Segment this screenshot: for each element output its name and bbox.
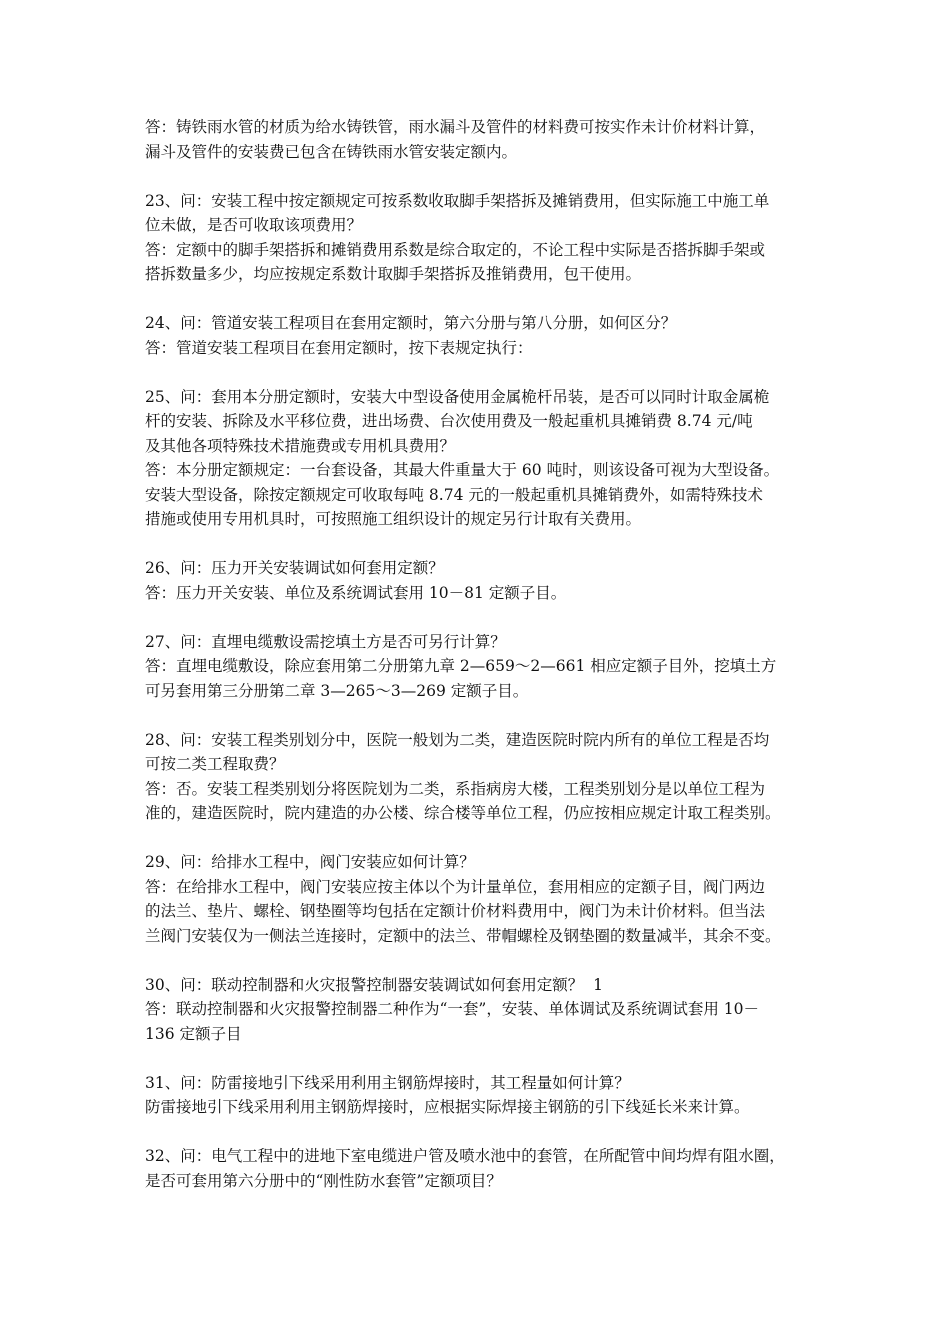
- qa-block: [145, 556, 813, 605]
- text-line: 兰阀门安装仅为一侧法兰连接时，定额中的法兰、带帽螺栓及钢垫圈的数量减半，其余不变。: [145, 926, 781, 945]
- text-line: 答：管道安装工程项目在套用定额时，按下表规定执行：: [145, 338, 533, 357]
- text-line: 答：在给排水工程中，阀门安装应按主体以个为计量单位，套用相应的定额子目，阀门两边: [145, 877, 766, 896]
- qa-block: [145, 1071, 813, 1120]
- text-line: 答：联动控制器和火灾报警控制器二种作为“一套”，安装、单体调试及系统调试套用 10－: [145, 1000, 760, 1018]
- text-line: 26、问：压力开关安装调试如何套用定额？: [145, 559, 444, 577]
- text-line: 答：本分册定额规定：一台套设备，其最大件重量大于 60 吨时，则该设备可视为大型设备。: [145, 461, 780, 479]
- text-line: 30、问：联动控制器和火灾报警控制器安装调试如何套用定额？ 1: [145, 975, 603, 994]
- text-line: 安装大型设备，除按定额规定可收取每吨 8.74 元的一般起重机具摊销费外，如需特殊技术: [145, 485, 763, 504]
- qa-block: [145, 973, 813, 1047]
- text-line: 答：否。安装工程类别划分将医院划为二类，系指病房大楼，工程类别划分是以单位工程为: [145, 779, 766, 798]
- text-line: 是否可套用第六分册中的“刚性防水套管”定额项目？: [145, 1171, 502, 1190]
- text-line: 32、问：电气工程中的进地下室电缆进户管及喷水池中的套管，在所配管中间均焊有阻水圈，: [145, 1147, 785, 1165]
- text-line: 31、问：防雷接地引下线采用利用主钢筋焊接时，其工程量如何计算？: [145, 1073, 630, 1092]
- text-line: 可按二类工程取费？: [145, 755, 285, 773]
- text-line: 的法兰、垫片、螺栓、钢垫圈等均包括在定额计价材料费用中，阀门为未计价材料。但当法: [145, 902, 766, 920]
- text-line: 23、问：安装工程中按定额规定可按系数收取脚手架搭拆及摊销费用，但实际施工中施工单: [145, 191, 770, 210]
- text-line: 搭拆数量多少，均应按规定系数计取脚手架搭拆及推销费用，包干使用。: [145, 265, 642, 283]
- text-line: 答：铸铁雨水管的材质为给水铸铁管，雨水漏斗及管件的材料费可按实作未计价材料计算，: [145, 118, 766, 136]
- text-line: 措施或使用专用机具时，可按照施工组织设计的规定另行计取有关费用。: [145, 510, 642, 528]
- text-line: 答：定额中的脚手架搭拆和摊销费用系数是综合取定的，不论工程中实际是否搭拆脚手架或: [145, 240, 766, 259]
- qa-block: [145, 311, 813, 360]
- text-line: 杆的安装、拆除及水平移位费，进出场费、台次使用费及一般起重机具摊销费 8.74 元/吨: [145, 412, 753, 430]
- text-line: 准的，建造医院时，院内建造的办公楼、综合楼等单位工程，仍应按相应规定计取工程类别。: [145, 804, 781, 822]
- text-line: 漏斗及管件的安装费已包含在铸铁雨水管安装定额内。: [145, 142, 518, 161]
- text-line: 防雷接地引下线采用利用主钢筋焊接时，应根据实际焊接主钢筋的引下线延长米来计算。: [145, 1098, 750, 1116]
- text-line: 24、问：管道安装工程项目在套用定额时，第六分册与第八分册，如何区分？: [145, 314, 677, 332]
- text-line: 答：压力开关安装、单位及系统调试套用 10－81 定额子目。: [145, 583, 567, 602]
- qa-block: [145, 630, 813, 704]
- text-line: 25、问：套用本分册定额时，安装大中型设备使用金属桅杆吊装，是否可以同时计取金属桅: [145, 387, 770, 406]
- text-line: 136 定额子目: [145, 1024, 242, 1043]
- qa-block: [145, 728, 813, 826]
- qa-block: [145, 115, 813, 164]
- qa-block: [145, 385, 813, 532]
- text-line: 及其他各项特殊技术措施费或专用机具费用？: [145, 436, 456, 455]
- document-body: [145, 115, 813, 1218]
- text-line: 位未做，是否可收取该项费用？: [145, 216, 363, 234]
- text-line: 可另套用第三分册第二章 3—265～3—269 定额子目。: [145, 681, 529, 700]
- text-line: 27、问：直埋电缆敷设需挖填土方是否可另行计算？: [145, 632, 506, 651]
- text-line: 答：直埋电缆敷设，除应套用第二分册第九章 2—659～2—661 相应定额子目外，挖填土方: [145, 657, 777, 675]
- text-line: 29、问：给排水工程中，阀门安装应如何计算？: [145, 853, 475, 871]
- qa-block: [145, 850, 813, 948]
- qa-block: [145, 189, 813, 287]
- qa-block: [145, 1144, 813, 1193]
- text-line: 28、问：安装工程类别划分中，医院一般划为二类，建造医院时院内所有的单位工程是否均: [145, 730, 770, 749]
